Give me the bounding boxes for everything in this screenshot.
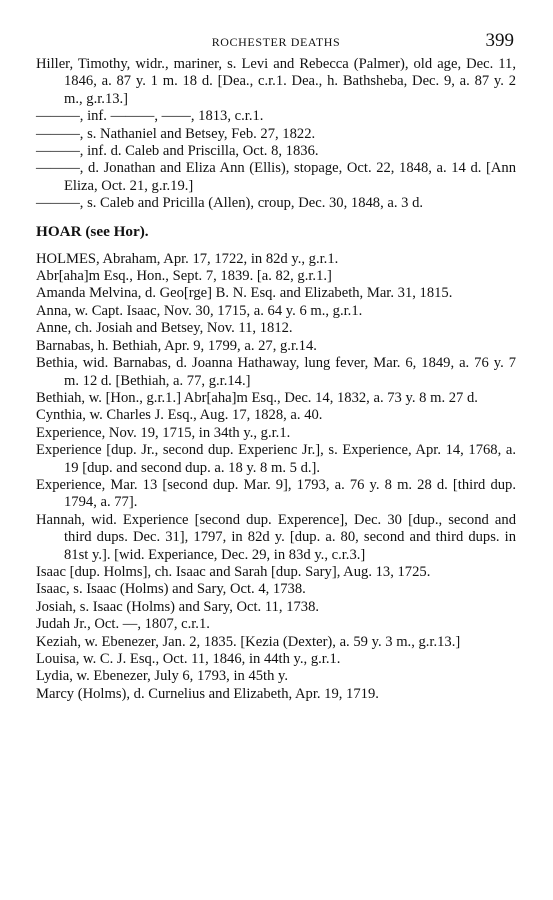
record-entry: Keziah, w. Ebenezer, Jan. 2, 1835. [Kezia (Dexter), a. 59 y. 3 m., g.r.13.]: [36, 633, 461, 650]
record-entry: ———, inf. ———, ——, 1813, c.r.1.: [36, 108, 264, 125]
document-page: [36, 30, 516, 703]
record-entry: Lydia, w. Ebenezer, July 6, 1793, in 45th y.: [36, 668, 289, 685]
record-entry: HOLMES, Abraham, Apr. 17, 1722, in 82d y., g.r.1.: [36, 250, 339, 267]
record-entry: Louisa, w. C. J. Esq., Oct. 11, 1846, in 44th y., g.r.1.: [36, 651, 341, 667]
section-spacer: [36, 213, 516, 223]
record-entry: Hiller, Timothy, widr., mariner, s. Levi and Rebecca (Palmer), old age, Dec. 11, 1846, a. 87 y. 1 m. 18 d. [Dea., c.r.1. Dea., h. Bathsheba, Dec. 9, a. 87 y. 2 m., g.r.13.]: [36, 56, 516, 107]
record-entry: Cynthia, w. Charles J. Esq., Aug. 17, 1828, a. 40.: [36, 407, 323, 424]
record-entry: Amanda Melvina, d. Geo[rge] B. N. Esq. and Elizabeth, Mar. 31, 1815.: [36, 285, 453, 302]
record-entry: Barnabas, h. Bethiah, Apr. 9, 1799, a. 27, g.r.14.: [36, 337, 317, 354]
record-entry: Isaac [dup. Holms], ch. Isaac and Sarah [dup. Sary], Aug. 13, 1725.: [36, 563, 431, 580]
record-entry: Hannah, wid. Experience [second dup. Experence], Dec. 30 [dup., second and third dups. Dec. 31], 1797, in 82d y. [dup. a. 80, second and third dups. in 81st y.]. [wid. Experiance, Dec. 29, in 83d y., c.r.3.]: [36, 511, 516, 563]
record-entry: Experience [dup. Jr., second dup. Experienc Jr.], s. Experience, Apr. 14, 1768, a. 19 [dup. and second dup. a. 18 y. 8 m. 5 d.].: [36, 442, 516, 476]
record-entry: Abr[aha]m Esq., Hon., Sept. 7, 1839. [a. 82, g.r.1.]: [36, 268, 332, 285]
hoar-cross-reference: HOAR (see Hor).: [36, 222, 149, 240]
record-entry: Experience, Nov. 19, 1715, in 34th y., g.r.1.: [36, 424, 291, 441]
record-entry: Bethia, wid. Barnabas, d. Joanna Hathaway, lung fever, Mar. 6, 1849, a. 76 y. 7 m. 12 d. [Bethiah, a. 77, g.r.14.]: [36, 355, 516, 389]
section-spacer: [36, 241, 516, 251]
record-entry: Anne, ch. Josiah and Betsey, Nov. 11, 1812.: [36, 320, 293, 337]
page-number: 399: [485, 30, 514, 51]
hiller-section: [36, 56, 516, 213]
record-entry: Anna, w. Capt. Isaac, Nov. 30, 1715, a. 64 y. 6 m., g.r.1.: [36, 302, 363, 319]
record-entry: ———, s. Nathaniel and Betsey, Feb. 27, 1822.: [36, 125, 316, 142]
record-entry: ———, s. Caleb and Pricilla (Allen), croup, Dec. 30, 1848, a. 3 d.: [36, 195, 424, 212]
record-entry: Josiah, s. Isaac (Holms) and Sary, Oct. 11, 1738.: [36, 598, 320, 615]
holmes-section: [36, 251, 516, 704]
record-entry: ———, inf. d. Caleb and Priscilla, Oct. 8, 1836.: [36, 143, 319, 160]
record-entry: Bethiah, w. [Hon., g.r.1.] Abr[aha]m Esq., Dec. 14, 1832, a. 73 y. 8 m. 27 d.: [36, 389, 478, 406]
record-entry: Judah Jr., Oct. —, 1807, c.r.1.: [36, 616, 210, 633]
record-entry: Marcy (Holms), d. Curnelius and Elizabeth, Apr. 19, 1719.: [36, 685, 379, 702]
record-entry: Experience, Mar. 13 [second dup. Mar. 9], 1793, a. 76 y. 8 m. 28 d. [third dup. 1794, a. 77].: [36, 476, 516, 511]
page-header: [36, 30, 516, 56]
record-entry: ———, d. Jonathan and Eliza Ann (Ellis), stopage, Oct. 22, 1848, a. 14 d. [Ann Eliza, Oct. 21, g.r.19.]: [36, 160, 516, 194]
running-head: ROCHESTER DEATHS: [211, 35, 341, 49]
record-entry: Isaac, s. Isaac (Holms) and Sary, Oct. 4, 1738.: [36, 581, 306, 598]
